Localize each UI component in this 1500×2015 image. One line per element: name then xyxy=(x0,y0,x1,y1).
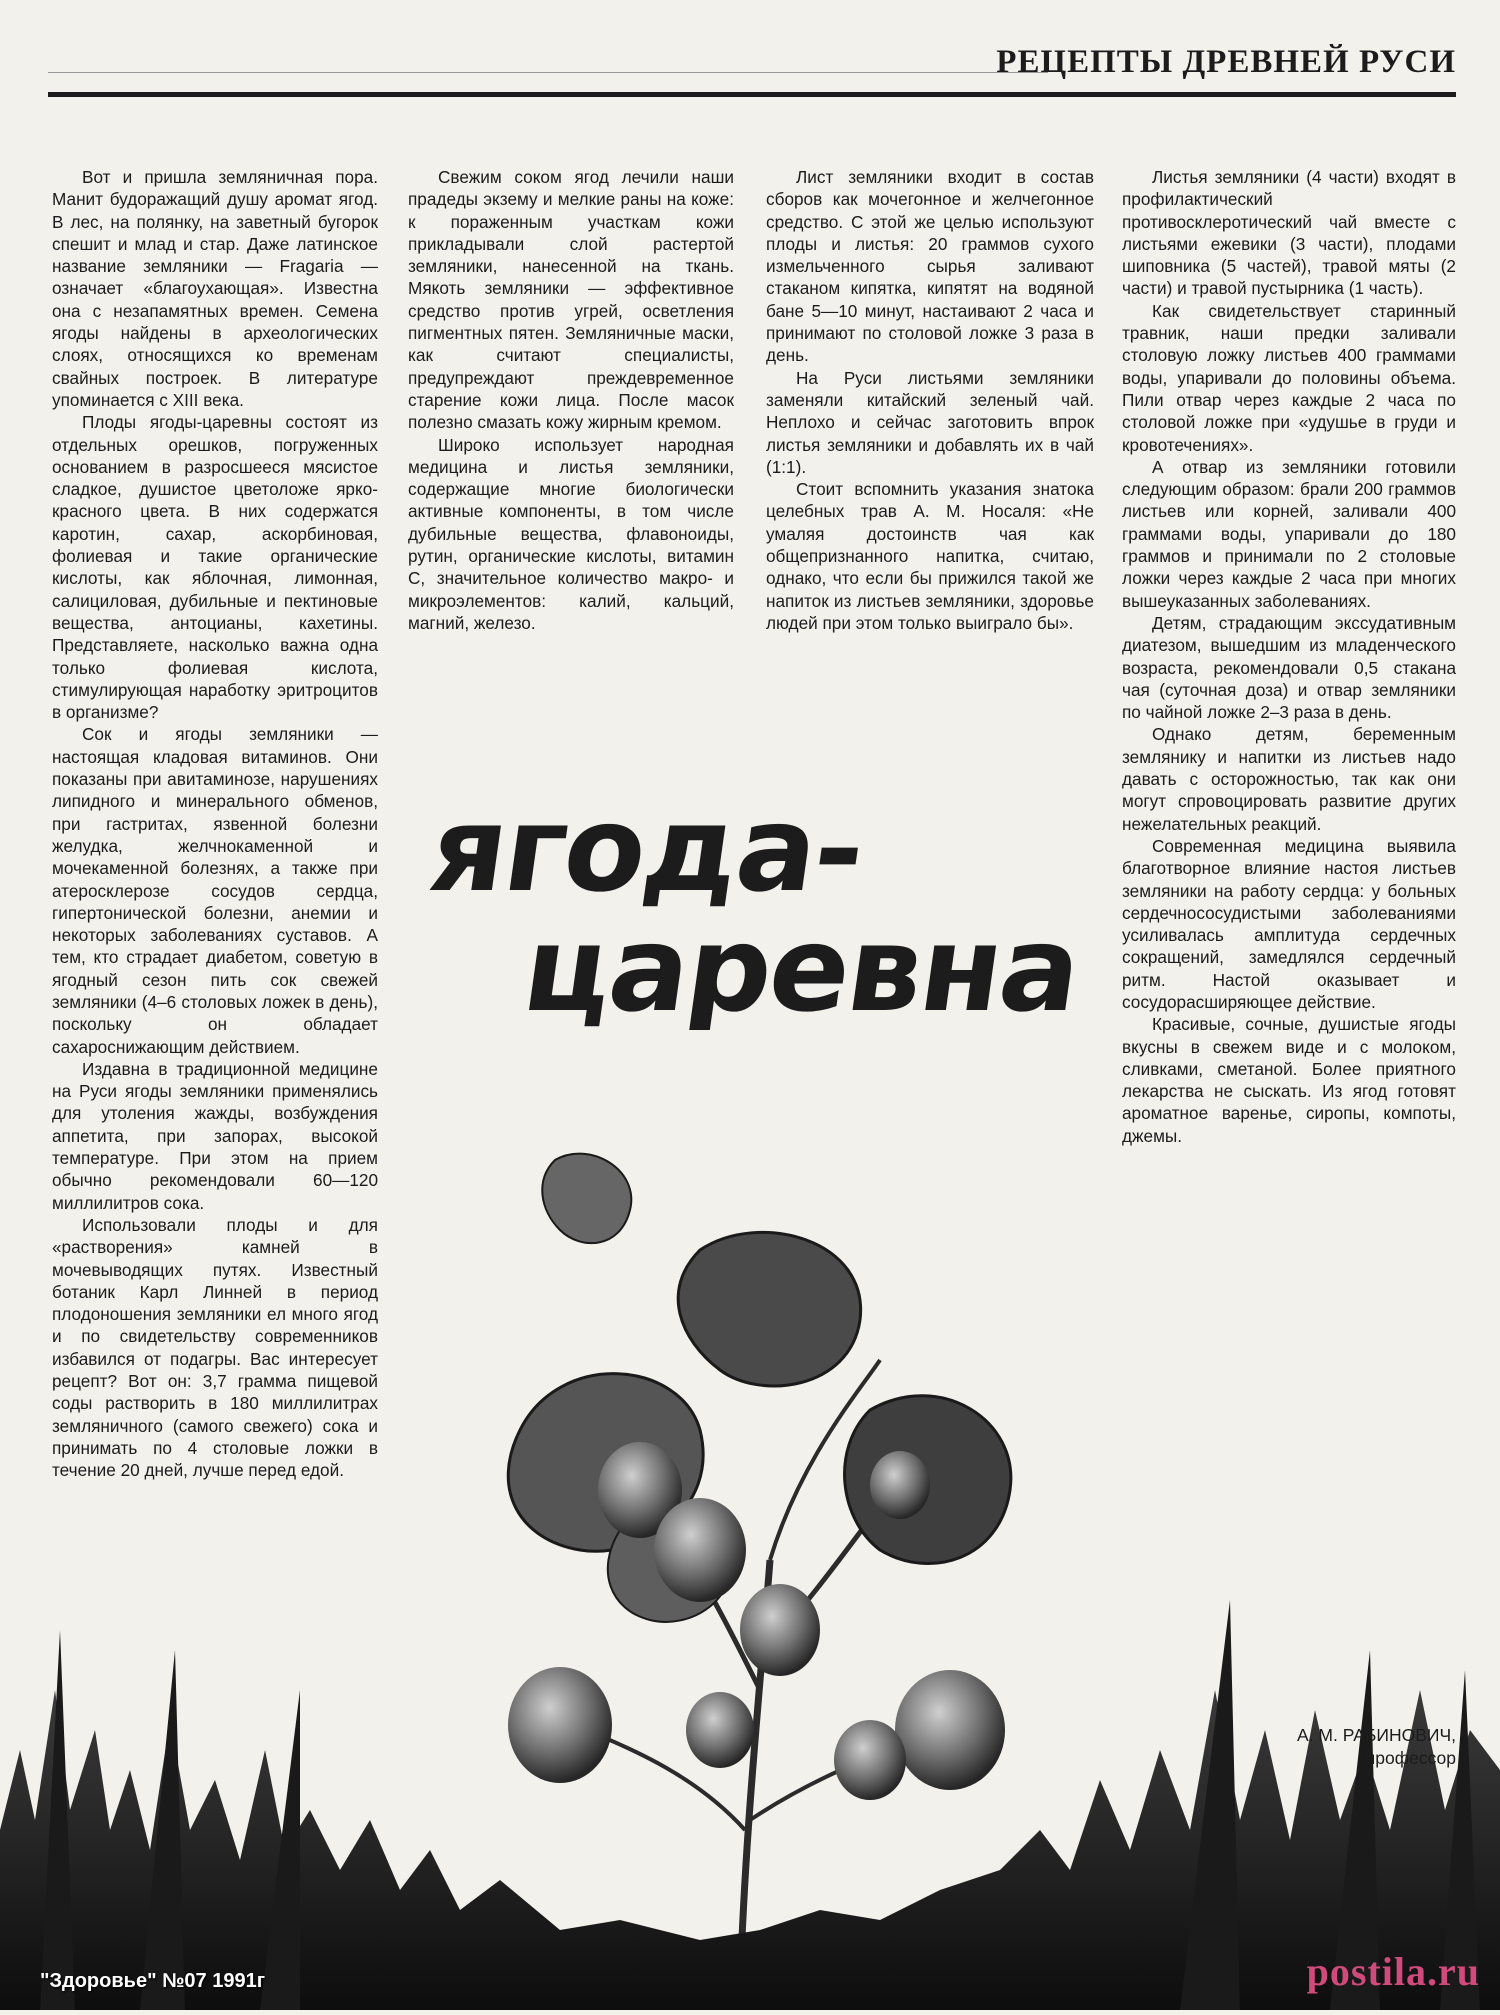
paragraph: Сок и ягоды земляники — настоящая кладовая витаминов. Они показаны при авитаминозе, нарушениях липидного и минерального обменов, при гастритах, язвенной болезни желудка, желчнокаменной и мочекаменной болезнях, а также при атеросклерозе сосудов сердца, гипертонической болезни, анемии и некоторых заболеваниях суставов. А тем, кто страдает диабетом, советую в ягодный сезон пить сок свежей земляники (4–6 столовых ложек в день), поскольку он обладает сахароснижающим действием. xyxy=(52,724,378,1057)
paragraph: Лист земляники входит в состав сборов как мочегонное и желчегонное средство. С этой же целью используют плоды и листья: 20 граммов сухого измельченного сырья заливают стаканом кипятка, кипятят на водяной бане 5—10 минут, настаивают 2 часа и принимают по столовой ложке 3 раза в день. xyxy=(766,167,1094,366)
paragraph: Вот и пришла земляничная пора. Манит будоражащий душу аромат ягод. В лес, на полянку, на заветный бугорок спешит и млад и стар. Даже латинское название земляники — Fragaria — означает «благоухающая». Известна она с незапамятных времен. Семена ягоды найдены в археологических слоях, относящихся ко временам свайных построек. В литературе упоминается с XIII века. xyxy=(52,167,378,410)
headline-line-2: царевна xyxy=(515,900,1088,1030)
author-name: А. М. РАБИНОВИЧ, xyxy=(1297,1725,1456,1745)
strawberry-photo xyxy=(0,1130,1500,2010)
paragraph: А отвар из земляники готовили следующим образом: брали 200 граммов листьев или корней, заливали 400 граммами воды, упаривали до 180 граммов и принимали по 2 столовые ложки через каждые 2 часа при многих вышеуказанных заболеваниях. xyxy=(1122,456,1456,611)
article-headline xyxy=(400,790,1120,1030)
article-column-2 xyxy=(408,166,734,726)
page-header xyxy=(48,40,1456,97)
paragraph: Как свидетельствует старинный травник, наши предки заливали столовую ложку листьев 400 граммами воды, упаривали до половины объема. Пили отвар через каждые 2 часа по столовой ложке при «удушье в груди и кровотечениях». xyxy=(1122,300,1456,455)
paragraph: Издавна в традиционной медицине на Руси ягоды земляники применялись для утоления жажды, возбуждения аппетита, при запорах, высокой температуре. При этом на прием обычно рекомендовали 60—120 миллилитров сока. xyxy=(52,1058,378,1213)
paragraph: Широко использует народная медицина и листья земляники, содержащие многие биологически активные компоненты, в том числе дубильные вещества, флавоноиды, рутин, органические кислоты, витамин С, значительное количество макро- и микроэлементов: калий, кальций, магний, железо. xyxy=(408,434,734,633)
headline-line-1: ягода- xyxy=(422,790,872,918)
paragraph: Детям, страдающим экссудативным диатезом, вышедшим из младенческого возраста, рекомендовали 0,5 стакана чая (суточная доза) и отвар земляники по чайной ложке 2–3 раза в день. xyxy=(1122,612,1456,723)
author-signature xyxy=(1180,1724,1456,1770)
watermark-logo: postila.ru xyxy=(1306,1949,1480,1994)
paragraph: Плоды ягоды-царевны состоят из отдельных орешков, погруженных основанием в разросшееся мясистое сладкое, душистое цветоложе ярко-красного цвета. В них содержатся каротин, сахар, аскорбиновая, фолиевая и такие органические кислоты, как яблочная, лимонная, салициловая, дубильные и пектиновые вещества, антоцианы, кахетины. Представляете, насколько важна одна только фолиевая кислота, стимулирующая наработку эритроцитов в организме? xyxy=(52,412,378,723)
author-title: профессор xyxy=(1365,1748,1456,1768)
paragraph: Использовали плоды и для «растворения» камней в мочевыводящих путях. Известный ботаник Карл Линней в период плодоношения земляники ел много ягод и по свидетельству современников избавился от подагры. Вас интересует рецепт? Вот он: 3,7 грамма пищевой соды растворить в 180 миллилитрах земляничного (самого свежего) сока и принимать по 4 столовые ложки в течение 20 дней, лучше перед едой. xyxy=(52,1214,378,1481)
paragraph: Современная медицина выявила благотворное влияние настоя листьев земляники на работу сердца: у больных сердечнососудистыми заболеваниями усиливалась амплитуда сердечных сокращений, замедлялся сердечный ритм. Настой оказывает и сосудорасширяющее действие. xyxy=(1122,835,1456,1012)
paragraph: Однако детям, беременным землянику и напитки из листьев надо давать с осторожностью, так как они могут спровоцировать развитие других нежелательных реакций. xyxy=(1122,724,1456,834)
article-column-3 xyxy=(766,166,1094,726)
paragraph: Стоит вспомнить указания знатока целебных трав А. М. Носаля: «Не умаляя достоинств чая как общепризнанного напитка, считаю, однако, что если бы прижился такой же напиток из листьев земляники, здоровье людей при этом только выиграло бы». xyxy=(766,479,1094,633)
paragraph: Свежим соком ягод лечили наши прадеды экзему и мелкие раны на коже: к пораженным участкам кожи прикладывали слой растертой земляники, нанесенной на ткань. Мякоть земляники — эффективное средство против угрей, осветления пигментных пятен. Земляничные маски, как считают специалисты, предупреждают преждевременное старение кожи лица. После масок полезно смазать кожу жирным кремом. xyxy=(408,167,734,433)
header-rule xyxy=(48,72,1048,73)
section-title: РЕЦЕПТЫ ДРЕВНЕЙ РУСИ xyxy=(996,44,1456,80)
paragraph: Листья земляники (4 части) входят в профилактический противосклеротический чай вместе с листьями ежевики (3 части), плодами шиповника (5 частей), травой мяты (2 части) и травой пустырника (1 часть). xyxy=(1122,167,1456,299)
source-caption: "Здоровье" №07 1991г xyxy=(40,1970,266,1992)
paragraph: На Руси листьями земляники заменяли китайский зеленый чай. Неплохо и сейчас заготовить впрок листья земляники и добавлять их в чай (1:1). xyxy=(766,367,1094,477)
paragraph: Красивые, сочные, душистые ягоды вкусны в свежем виде и с молоком, сливками, сметаной. Более приятного лекарства не сыскать. Из ягод готовят ароматное варенье, сиропы, компоты, джемы. xyxy=(1122,1014,1456,1146)
